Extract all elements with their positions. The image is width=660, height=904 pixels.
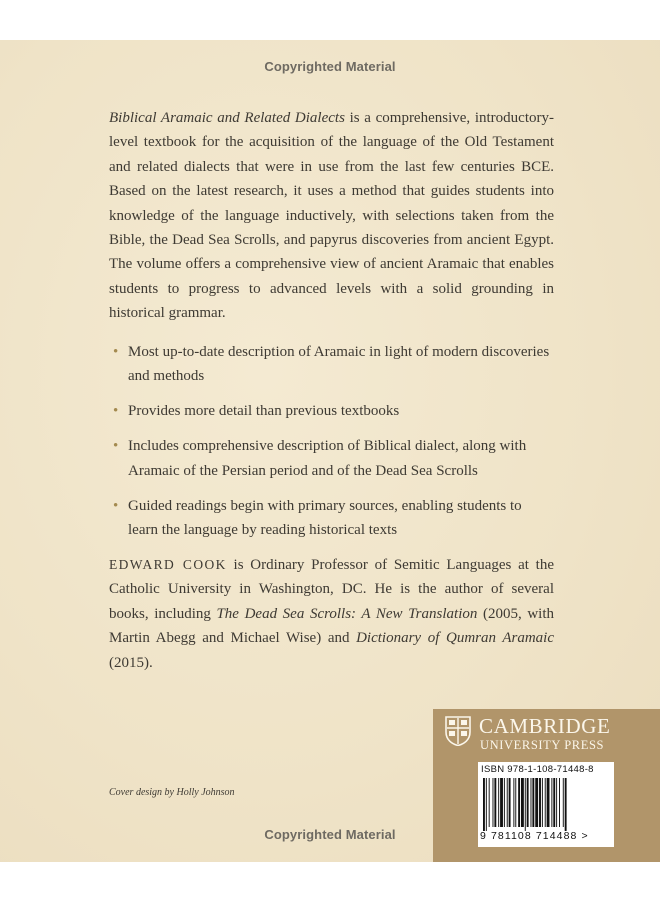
cambridge-crest-icon	[445, 716, 471, 746]
feature-item	[113, 340, 553, 389]
bullet-icon: •	[113, 438, 119, 455]
author-bio-text: is Ordinary Professor of Semitic Languages at the Catholic University in Washington, DC. He is the author of several books, including	[109, 557, 554, 622]
barcode-bar	[500, 778, 503, 827]
barcode-bar	[565, 778, 567, 831]
feature-item	[113, 399, 553, 423]
book-title: Biblical Aramaic and Related Dialects	[109, 110, 345, 126]
bullet-icon: •	[113, 344, 119, 360]
barcode-bar	[498, 778, 499, 827]
barcode-bar	[547, 778, 550, 827]
barcode-bar	[559, 778, 560, 827]
cover-design-credit: Cover design by Holly Johnson	[109, 787, 235, 798]
barcode-bar	[553, 778, 555, 827]
barcode-bar	[531, 778, 532, 827]
author-bio-text: (2005, with Martin Abegg and Michael Wise) and	[109, 605, 554, 647]
isbn-label: ISBN 978-1-108-71448-8	[481, 764, 594, 775]
barcode-bar	[494, 778, 496, 827]
barcode-bar	[542, 778, 543, 827]
feature-text: Includes comprehensive description of Biblical dialect, along with Aramaic of the Persian period and of the Dead Sea Scrolls	[128, 438, 527, 479]
barcode-bar	[535, 778, 538, 827]
barcode-bar	[504, 778, 505, 827]
barcode-bar	[493, 778, 494, 827]
bullet-icon: •	[113, 403, 119, 420]
feature-item	[113, 494, 553, 543]
publisher-panel	[433, 709, 660, 862]
publisher-subtitle: UNIVERSITY PRESS	[480, 738, 605, 752]
barcode-bar	[509, 778, 511, 827]
feature-text: Provides more detail than previous textbooks	[128, 403, 400, 420]
watermark-bottom: Copyrighted Material	[264, 827, 396, 842]
barcode	[478, 762, 614, 847]
barcode-bar	[483, 778, 485, 831]
barcode-bar	[525, 778, 526, 831]
author-book-1: The Dead Sea Scrolls: A New Translation	[216, 605, 478, 622]
barcode-bar	[527, 778, 529, 827]
barcode-bar	[507, 778, 508, 827]
author-bio-text: (2015).	[109, 654, 153, 671]
barcode-bars	[483, 778, 609, 831]
feature-text: Guided readings begin with primary sources, enabling students to learn the language by reading historical texts	[128, 497, 522, 539]
barcode-bar	[539, 778, 541, 827]
feature-list	[113, 340, 553, 553]
barcode-digits: 9 781108 714488 >	[480, 830, 589, 842]
barcode-bar	[532, 778, 534, 827]
barcode-bar	[486, 778, 487, 831]
author-bio	[109, 553, 554, 675]
barcode-bar	[489, 778, 490, 827]
author-book-2: Dictionary of Qumran Aramaic	[356, 630, 554, 647]
barcode-bar	[545, 778, 546, 827]
bullet-icon: •	[113, 497, 119, 514]
barcode-bar	[518, 778, 520, 827]
feature-text: Most up-to-date description of Aramaic in light of modern discoveries and methods	[128, 344, 550, 385]
feature-item	[113, 434, 553, 483]
watermark-top: Copyrighted Material	[264, 59, 396, 74]
description-text: is a comprehensive, introductory-level textbook for the acquisition of the language of the Old Testament and related dialects that were in use from the last few centuries BCE. Based on the latest research, it uses a method that guides students into knowledge of the language inductively, with selections taken from the Bible, the Dead Sea Scrolls, and papyrus discoveries from ancient Egypt. The volume offers a comprehensive view of ancient Aramaic that enables students to progress to advanced levels with a solid grounding in historical grammar.	[109, 110, 554, 322]
publisher-name: CAMBRIDGE	[479, 714, 611, 738]
barcode-bar	[556, 778, 557, 827]
back-cover	[0, 40, 660, 862]
barcode-bar	[551, 778, 552, 827]
author-name: EDWARD COOK	[109, 557, 227, 572]
barcode-bar	[515, 778, 516, 827]
barcode-bar	[563, 778, 564, 827]
barcode-bar	[513, 778, 514, 827]
book-description	[109, 106, 554, 326]
barcode-bar	[521, 778, 524, 827]
